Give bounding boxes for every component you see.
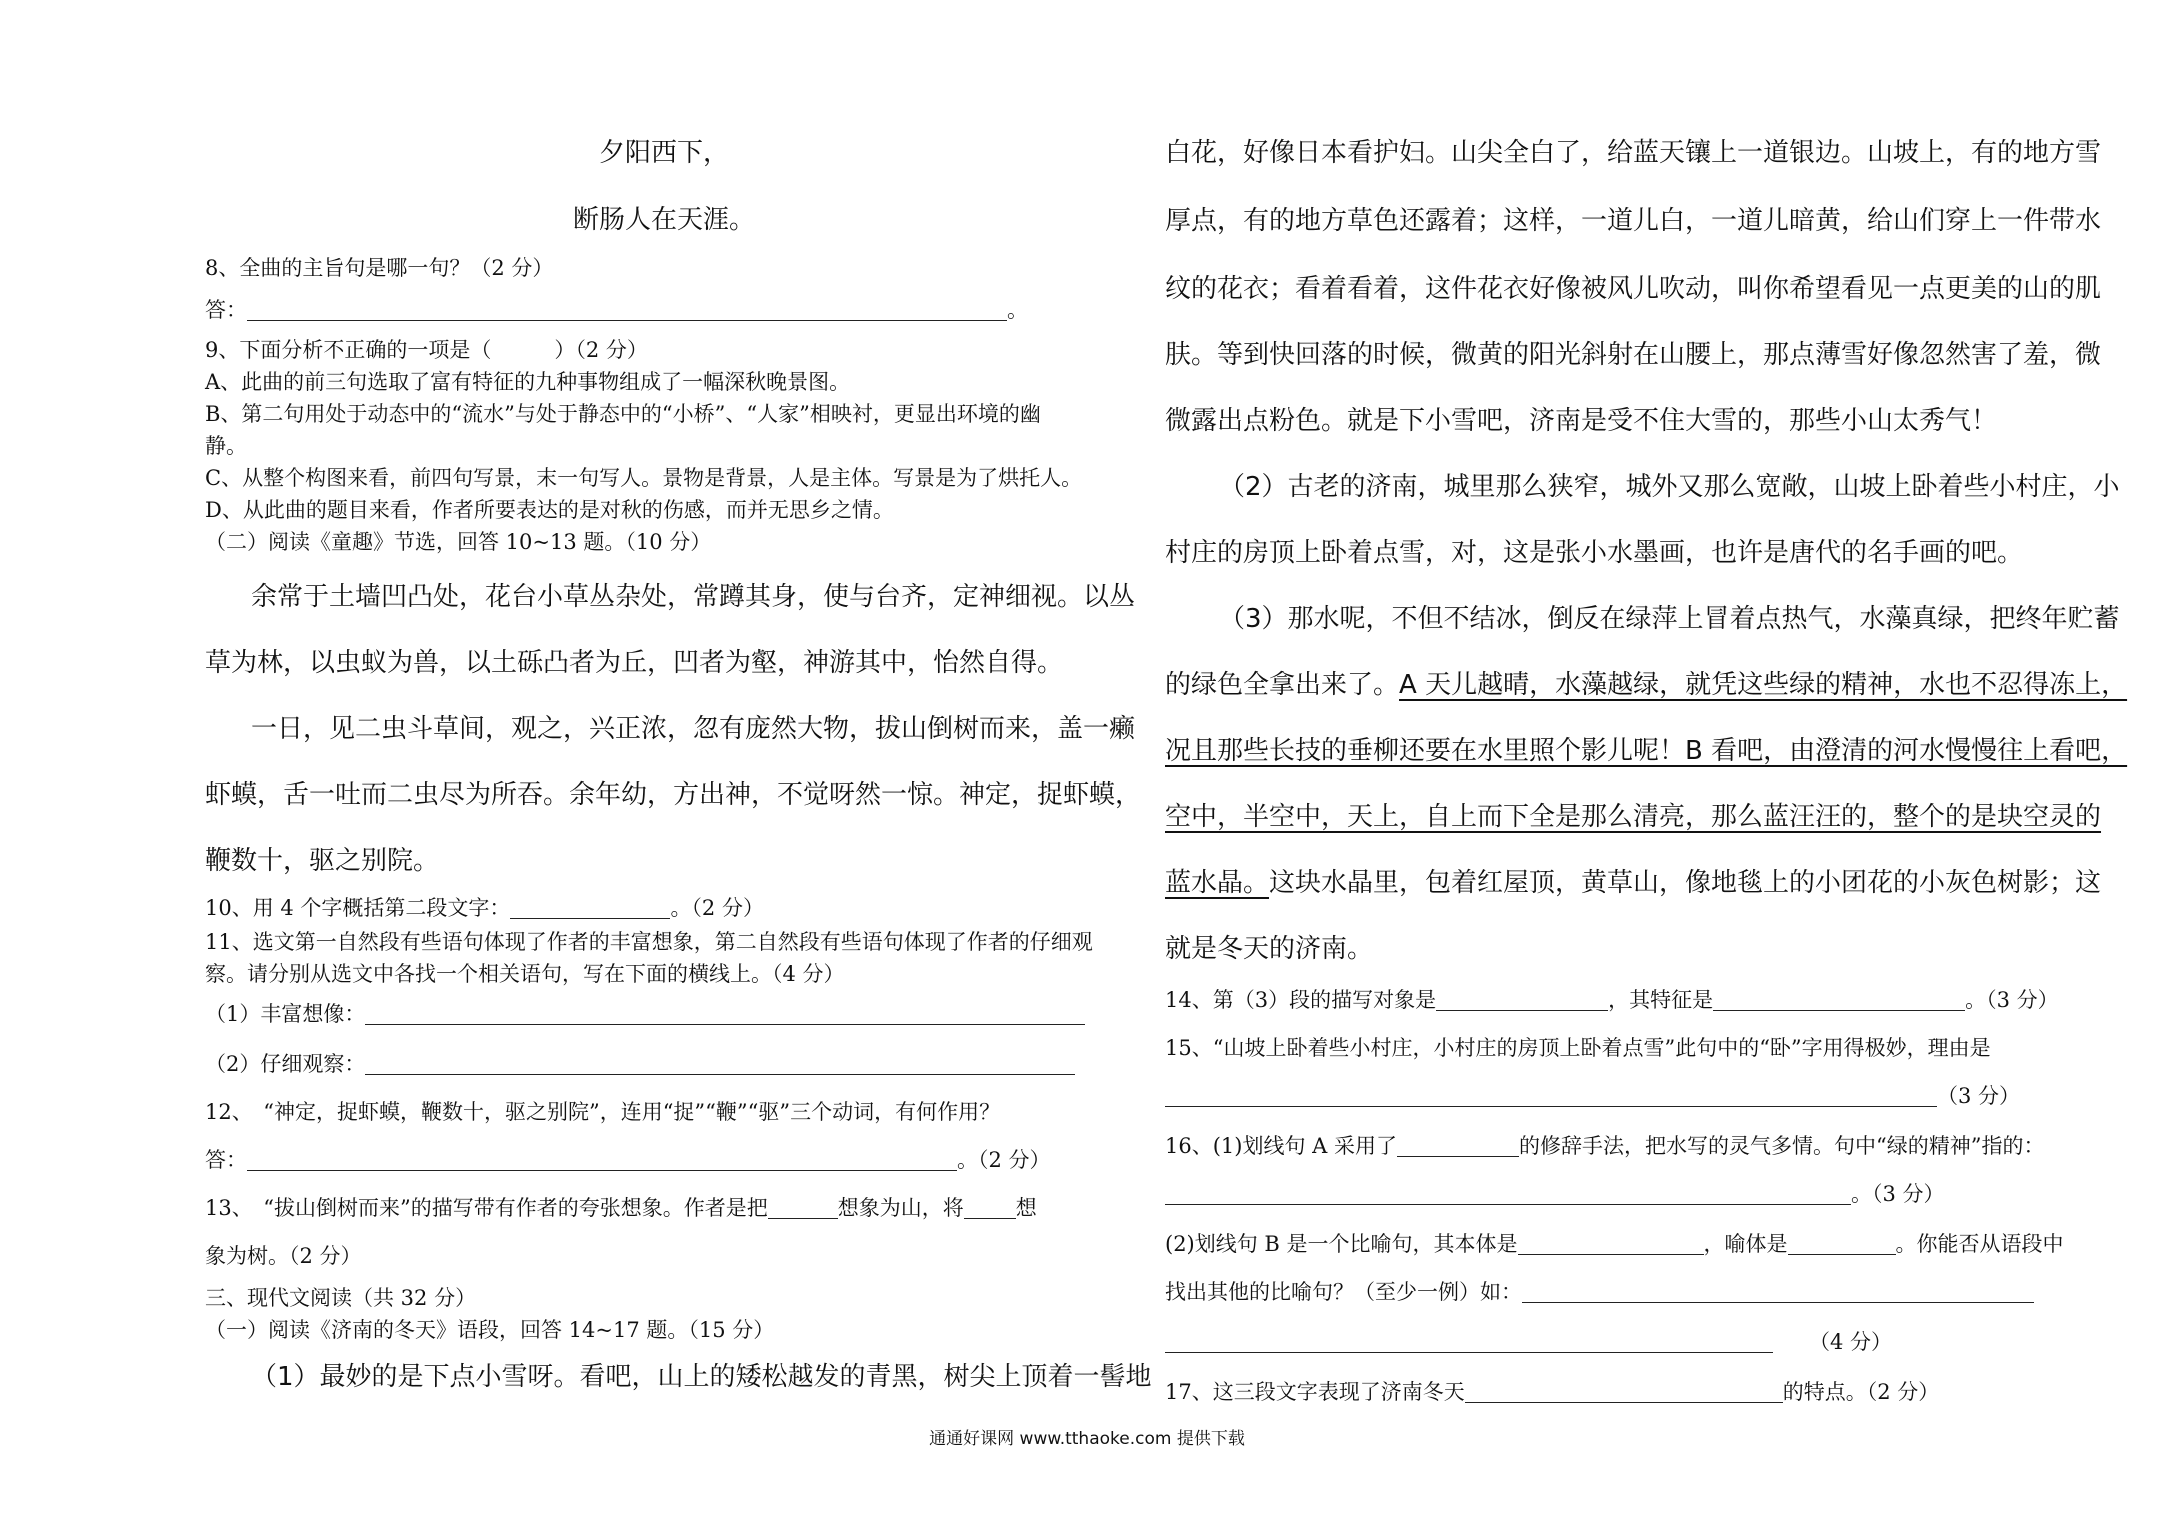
option-a: A、此曲的前三句选取了富有特征的九种事物组成了一幅深秋晚景图。 — [205, 370, 851, 394]
passage-3-line-3: 厚点，有的地方草色还露着；这样，一道儿白，一道儿暗黄，给山们穿上一件带水 — [1165, 206, 2102, 236]
underlined-line-2: 况且那些长技的垂柳还要在水里照个影儿呢！B 看吧，由澄清的河水慢慢往上看吧， — [1165, 736, 2128, 766]
passage-5-line-1: （3）那水呢，不但不结冰，倒反在绿萍上冒着点热气，水藻真绿，把终年贮蓄 — [1219, 604, 2120, 634]
passage-3-line-1: （1）最妙的是下点小雪呀。看吧，山上的矮松越发的青黑，树尖上顶着一髻地 — [251, 1362, 1152, 1392]
underlined-end: 蓝水晶。 — [1165, 868, 1270, 898]
answer-end: 。 — [1007, 298, 1028, 322]
q11-2-blank[interactable] — [365, 1054, 1075, 1075]
q15-end: （3 分） — [1937, 1084, 2021, 1108]
q16-2-blank-1[interactable] — [1518, 1234, 1704, 1255]
answer-label: 答： — [205, 298, 247, 322]
question-11-line-2: 察。请分别从选文中各找一个相关语句，写在下面的横线上。（4 分） — [205, 962, 845, 986]
q16-blank-2[interactable] — [1165, 1184, 1851, 1205]
passage-1-line-1: 余常于土墙凹凸处，花台小草丛杂处，常蹲其身，使与台齐，定神细视。以丛 — [251, 582, 1136, 612]
question-16-2 — [1165, 1230, 2064, 1258]
passage-2-line-1: 一日，见二虫斗草间，观之，兴正浓，忽有庞然大物，拔山倒树而来，盖一癞 — [251, 714, 1136, 744]
passage-5-line-2 — [1165, 668, 2127, 702]
passage-5-line-6: 就是冬天的济南。 — [1165, 934, 1374, 964]
q11-1-blank[interactable] — [365, 1004, 1085, 1025]
q12-blank[interactable] — [247, 1150, 957, 1171]
q16-2-text-3: 。你能否从语段中 — [1895, 1232, 2064, 1256]
question-16 — [1165, 1132, 2044, 1160]
question-16-answer — [1165, 1180, 1945, 1208]
q16-2-text: (2)划线句 B 是一个比喻句，其本体是 — [1165, 1232, 1518, 1256]
question-14 — [1165, 986, 2059, 1014]
question-15: 15、“山坡上卧着些小村庄，小村庄的房顶上卧着点雪”此句中的“卧”字用得极妙，理由是 — [1165, 1036, 1991, 1060]
question-8: 8、全曲的主旨句是哪一句？（2 分） — [205, 256, 554, 280]
option-d: D、从此曲的题目来看，作者所要表达的是对秋的伤感，而并无思乡之情。 — [205, 498, 894, 522]
q14-text-2: ，其特征是 — [1608, 988, 1714, 1012]
section-3-1-title: （一）阅读《济南的冬天》语段，回答 14~17 题。（15 分） — [205, 1318, 775, 1342]
q16-2-blank-2[interactable] — [1788, 1234, 1896, 1255]
passage-3-line-4: 纹的花衣；看着看着，这件花衣好像被风儿吹动，叫你希望看见一点更美的山的肌 — [1165, 274, 2102, 304]
passage-3-line-5: 肤。等到快回落的时候，微黄的阳光斜射在山腰上，那点薄雪好像忽然害了羞，微 — [1165, 340, 2102, 370]
passage-4-line-1: （2）古老的济南，城里那么狭窄，城外又那么宽敞，山坡上卧着些小村庄，小 — [1219, 472, 2120, 502]
q16-2-blank-3[interactable] — [1522, 1282, 2034, 1303]
plain-text: 的绿色全拿出来了。 — [1165, 670, 1400, 700]
q16-2-text-4: 找出其他的比喻句？（至少一例）如： — [1165, 1280, 1522, 1304]
question-11-2 — [205, 1050, 1075, 1078]
q14-blank-2[interactable] — [1713, 990, 1965, 1011]
q10-text: 10、用 4 个字概括第二段文字： — [205, 896, 511, 920]
q16-2-end: （4 分） — [1809, 1330, 1893, 1354]
q16-2-blank-4[interactable] — [1165, 1332, 1773, 1353]
q14-text: 14、第（3）段的描写对象是 — [1165, 988, 1437, 1012]
q16-blank-1[interactable] — [1397, 1136, 1519, 1157]
question-11-line-1: 11、选文第一自然段有些语句体现了作者的丰富想象，第二自然段有些语句体现了作者的仔细观 — [205, 930, 1093, 954]
q16-text-2: 的修辞手法，把水写的灵气多情。句中“绿的精神”指的： — [1518, 1134, 2045, 1158]
question-12-answer — [205, 1146, 1051, 1174]
footer-credit: 通通好课网 www.tthaoke.com 提供下载 — [929, 1429, 1245, 1449]
poem-line-1: 夕阳西下， — [598, 138, 729, 168]
question-10 — [205, 894, 764, 922]
question-15-answer — [1165, 1082, 2020, 1110]
q13-text-2: 想象为山，将 — [837, 1196, 964, 1220]
q14-end: 。（3 分） — [1965, 988, 2059, 1012]
passage-4-line-2: 村庄的房顶上卧着点雪，对，这是张小水墨画，也许是唐代的名手画的吧。 — [1165, 538, 2024, 568]
passage-2-line-2: 虾蟆，舌一吐而二虫尽为所吞。余年幼，方出神，不觉呀然一惊。神定，捉虾蟆， — [205, 780, 1142, 810]
option-b: B、第二句用处于动态中的“流水”与处于静态中的“小桥”、“人家”相映衬，更显出环境的幽 — [205, 402, 1041, 426]
q11-2-label: （2）仔细观察： — [205, 1052, 366, 1076]
question-17 — [1165, 1378, 1939, 1406]
question-9: 9、下面分析不正确的一项是（ ）（2 分） — [205, 338, 648, 362]
q13-blank-1[interactable] — [768, 1198, 838, 1219]
q10-blank[interactable] — [510, 898, 670, 919]
q15-blank[interactable] — [1165, 1086, 1937, 1107]
passage-5-line-5 — [1165, 866, 2101, 900]
answer-end: 。（2 分） — [957, 1148, 1051, 1172]
q14-blank-1[interactable] — [1436, 990, 1608, 1011]
passage-3-line-2: 白花，好像日本看护妇。山尖全白了，给蓝天镶上一道银边。山坡上，有的地方雪 — [1165, 138, 2102, 168]
plain-text: 这块水晶里，包着红屋顶，黄草山，像地毯上的小团花的小灰色树影；这 — [1269, 868, 2102, 898]
question-8-answer — [205, 296, 1028, 324]
section-3-title: 三、现代文阅读（共 32 分） — [205, 1286, 477, 1310]
question-12: 12、 “神定，捉虾蟆，鞭数十，驱之别院”，连用“捉”“鞭”“驱”三个动词，有何作用？ — [205, 1100, 1001, 1124]
q17-end: 的特点。（2 分） — [1782, 1380, 1940, 1404]
section-2-title: （二）阅读《童趣》节选，回答 10~13 题。（10 分） — [205, 530, 712, 554]
question-13 — [205, 1194, 1037, 1222]
q16-end: 。（3 分） — [1851, 1182, 1945, 1206]
question-13-cont: 象为树。（2 分） — [205, 1244, 362, 1268]
question-16-2-answer — [1165, 1328, 1892, 1356]
option-c: C、从整个构图来看，前四句写景，末一句写人。景物是背景，人是主体。写景是为了烘托人。 — [205, 466, 1083, 490]
q11-1-label: （1）丰富想像： — [205, 1002, 366, 1026]
q13-blank-2[interactable] — [964, 1198, 1016, 1219]
passage-3-line-6: 微露出点粉色。就是下小雪吧，济南是受不住大雪的，那些小山太秀气！ — [1165, 406, 1998, 436]
option-b-cont: 静。 — [205, 434, 247, 458]
q13-text-3: 想 — [1015, 1196, 1037, 1220]
q13-text: 13、 “拔山倒树而来”的描写带有作者的夸张想象。作者是把 — [205, 1196, 768, 1220]
poem-line-2: 断肠人在天涯。 — [572, 205, 755, 235]
q16-2-text-2: ，喻体是 — [1703, 1232, 1788, 1256]
q17-text: 17、这三段文字表现了济南冬天 — [1165, 1380, 1465, 1404]
question-11-1 — [205, 1000, 1085, 1028]
question-16-2-line-2 — [1165, 1278, 2034, 1306]
q16-text: 16、(1)划线句 A 采用了 — [1165, 1134, 1397, 1158]
q10-end: 。（2 分） — [670, 896, 764, 920]
passage-2-line-3: 鞭数十，驱之别院。 — [205, 846, 440, 876]
underlined-sentence-a: A 天儿越晴，水藻越绿，就凭这些绿的精神，水也不忍得冻上， — [1399, 670, 2128, 700]
q17-blank[interactable] — [1465, 1382, 1783, 1403]
answer-blank[interactable] — [247, 300, 1007, 321]
passage-1-line-2: 草为林，以虫蚁为兽，以土砾凸者为丘，凹者为壑，神游其中，怡然自得。 — [205, 648, 1064, 678]
underlined-line-3: 空中，半空中，天上，自上而下全是那么清亮，那么蓝汪汪的，整个的是块空灵的 — [1165, 802, 2102, 832]
answer-label: 答： — [205, 1148, 247, 1172]
